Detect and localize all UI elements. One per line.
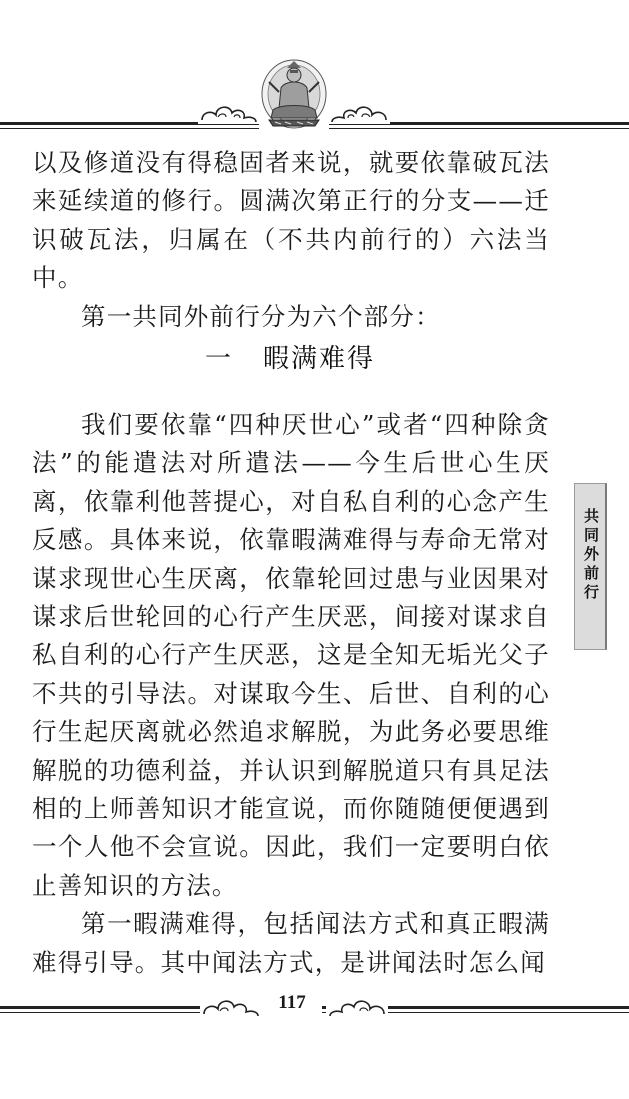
footer-right-cloud-icon [326, 994, 388, 1018]
right-cloud-ornament-icon [328, 100, 390, 124]
deity-figure-icon [259, 58, 329, 130]
paragraph-main: 我们要依靠“四种厌世心”或者“四种除贪法”的能遣法对所遣法——今生后世心生厌离，依靠利他菩提心，对自私自利的心念产生反感。具体来说，依靠暇满难得与寿命无常对谋求现世心生厌离，依靠轮回过患与业因果对谋求后世轮回的心行产生厌恶，间接对谋求自私自利的心行产生厌恶，这是全知无垢光父子不共的引导法。对谋取今生、后世、自利的心行生起厌离就必然追求解脱，为此务必要思维解脱的功德利益，并认识到解脱道只有具足法相的上师善知识才能宣说，而你随随便便遇到一个人他不会宣说。因此，我们一定要明白依止善知识的方法。 [32, 410, 550, 900]
paragraph-outline-intro: 第一共同外前行分为六个部分： [81, 301, 441, 331]
section-heading [0, 338, 580, 375]
paragraph-next: 第一暇满难得，包括闻法方式和真正暇满难得引导。其中闻法方式，是讲闻法时怎么闻 [32, 909, 550, 977]
paragraph-continuation: 以及修道没有得稳固者来说，就要依靠破瓦法来延续道的修行。圆满次第正行的分支——迁识破瓦法，归属在（不共内前行的）六法当中。 [32, 148, 550, 293]
main-text-block [32, 406, 550, 982]
section-number: 一 [204, 344, 233, 374]
chapter-side-tab [574, 483, 607, 650]
header-ornament [0, 0, 629, 140]
footer-left-cloud-icon [200, 994, 262, 1018]
section-title: 暇满难得 [263, 344, 376, 374]
page-number: 117 [262, 990, 322, 1016]
left-cloud-ornament-icon [198, 100, 260, 124]
continued-text-block [32, 144, 550, 336]
side-tab-label: 共同外前行 [582, 508, 600, 603]
